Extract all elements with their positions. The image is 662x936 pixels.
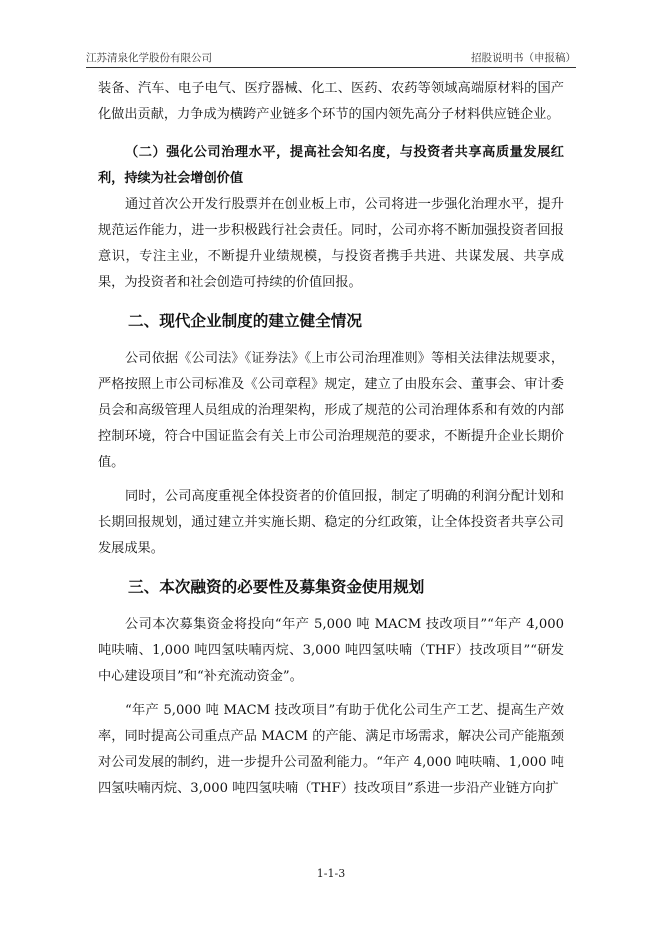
section-heading-2: 二、现代企业制度的建立健全情况 [128, 312, 362, 330]
section-heading-3: 三、本次融资的必要性及募集资金使用规划 [128, 578, 425, 596]
section-3-paragraph-1: 公司本次募集资金将投向“年产 5,000 吨 MACM 技改项目”“年产 4,000 吨呋喃、1,000 吨四氢呋喃丙烷、3,000 吨四氢呋喃（THF）技改项目”“研发中心建设项目”和“补充流动资金”。 [98, 617, 564, 684]
section-2-paragraph-1: 公司依据《公司法》《证券法》《上市公司治理准则》等相关法律法规要求，严格按照上市公司标准及《公司章程》规定，建立了由股东会、董事会、审计委员会和高级管理人员组成的治理架构，形成了规范的公司治理体系和有效的内部控制环境，符合中国证监会有关上市公司治理规范的要求，不断提升企业长期价值。 [98, 351, 564, 470]
section-2-paragraph-2: 同时，公司高度重视全体投资者的价值回报，制定了明确的利润分配计划和长期回报规划，通过建立并实施长期、稳定的分红政策，让全体投资者共享公司发展成果。 [98, 489, 564, 556]
continued-paragraph: 装备、汽车、电子电气、医疗器械、化工、医药、农药等领域高端原材料的国产化做出贡献，力争成为横跨产业链多个环节的国内领先高分子材料供应链企业。 [98, 81, 564, 122]
section-3-paragraph-2: “年产 5,000 吨 MACM 技改项目”有助于优化公司生产工艺、提高生产效率，同时提高公司重点产品 MACM 的产能、满足市场需求，解决公司产能瓶颈对公司发展的制约，进一步提升公司盈利能力。“年产 4,000 吨呋喃、1,000 吨四氢呋喃丙烷、3,000 吨四氢呋喃（THF）技改项目”系进一步沿产业链方向扩 [98, 703, 564, 796]
header-rule [86, 67, 576, 68]
page-header [86, 50, 576, 68]
subsection-2-paragraph: 通过首次公开发行股票并在创业板上市，公司将进一步强化治理水平，提升规范运作能力，进一步积极践行社会责任。同时，公司亦将不断加强投资者回报意识，专注主业，不断提升业绩规模，与投资者携手共进、共谋发展、共享成果，为投资者和社会创造可持续的价值回报。 [98, 197, 564, 290]
header-document-title: 招股说明书（申报稿） [471, 52, 576, 64]
page-body [98, 76, 564, 802]
page-number: 1-1-3 [316, 867, 346, 880]
subsection-heading-2: （二）强化公司治理水平，提高社会知名度，与投资者共享高质量发展红利，持续为社会增创价值 [98, 145, 564, 186]
header-company-name: 江苏清泉化学股份有限公司 [86, 52, 212, 64]
